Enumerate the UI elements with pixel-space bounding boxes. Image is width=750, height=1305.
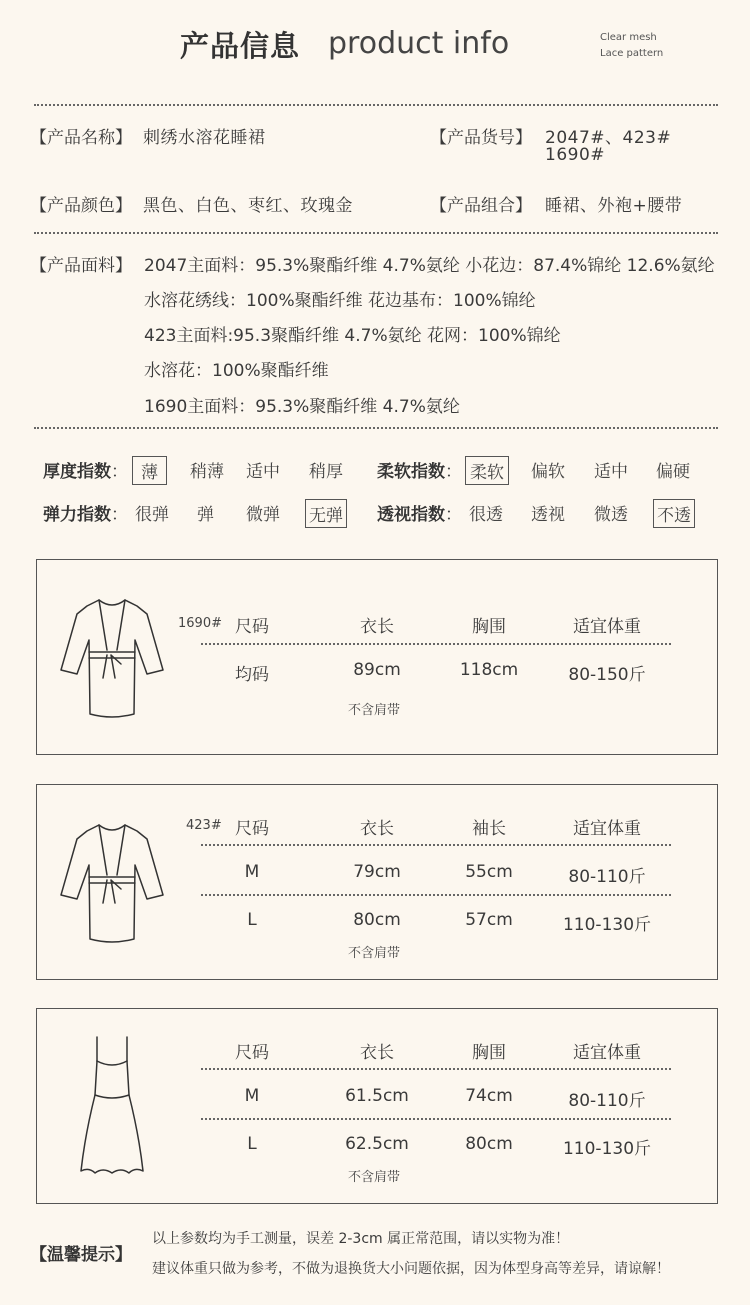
- header-weight: 适宜体重: [573, 617, 641, 637]
- model-number: 423#: [186, 818, 222, 833]
- header-size: 尺码: [235, 617, 269, 637]
- transparency-option-selected: 不透: [653, 499, 695, 528]
- cell-length: 80cm: [353, 910, 401, 930]
- product-name-value: 刺绣水溶花睡裙: [143, 128, 266, 148]
- product-color-value: 黑色、白色、枣红、玫瑰金: [143, 196, 353, 216]
- product-sku-label: 【产品货号】: [430, 128, 532, 148]
- thickness-index-label: 厚度指数：: [43, 462, 128, 482]
- cell-size: M: [244, 862, 260, 882]
- fabric-line: 1690主面料：95.3%聚酯纤维 4.7%氨纶: [144, 397, 460, 417]
- table-note: 不含肩带: [348, 946, 401, 961]
- product-combo-label: 【产品组合】: [430, 196, 532, 216]
- softness-option: 偏软: [531, 462, 565, 482]
- cell-chest: 118cm: [459, 660, 519, 680]
- header-chest: 胸围: [472, 617, 506, 637]
- product-color-label: 【产品颜色】: [30, 196, 132, 216]
- thickness-option: 稍厚: [309, 462, 343, 482]
- divider: [34, 232, 718, 234]
- elasticity-index-label: 弹力指数：: [43, 505, 128, 525]
- product-sku-value: 2047#、423#: [545, 128, 672, 148]
- thickness-option-selected: 薄: [132, 456, 167, 485]
- cell-weight: 110-130斤: [562, 915, 652, 935]
- table-divider: [201, 643, 671, 645]
- page-title: 产品信息: [180, 29, 301, 63]
- table-divider: [201, 844, 671, 846]
- elasticity-option: 微弹: [246, 505, 280, 525]
- cell-sleeve: 57cm: [465, 910, 513, 930]
- elasticity-option: 很弹: [135, 505, 169, 525]
- cell-length: 89cm: [353, 660, 401, 680]
- header-weight: 适宜体重: [573, 1043, 641, 1063]
- header-length: 衣长: [360, 819, 394, 839]
- table-divider: [201, 894, 671, 896]
- header-sleeve: 袖长: [472, 819, 506, 839]
- fabric-line: 水溶花绣线：100%聚酯纤维 花边基布：100%锦纶: [144, 291, 536, 311]
- transparency-option: 很透: [469, 505, 503, 525]
- cell-length: 62.5cm: [345, 1134, 409, 1154]
- size-table-1690: [36, 559, 718, 755]
- cell-weight: 110-130斤: [562, 1139, 652, 1159]
- header-size: 尺码: [235, 1043, 269, 1063]
- cell-size: M: [244, 1086, 260, 1106]
- subtitle-lace-pattern: Lace pattern: [600, 48, 664, 59]
- transparency-option: 透视: [531, 505, 565, 525]
- transparency-option: 微透: [594, 505, 628, 525]
- divider: [34, 427, 718, 429]
- header-chest: 胸围: [472, 1043, 506, 1063]
- cell-sleeve: 55cm: [465, 862, 513, 882]
- thickness-option: 适中: [246, 462, 280, 482]
- robe-icon: [59, 594, 165, 722]
- cell-size: 均码: [235, 665, 269, 685]
- softness-option: 偏硬: [656, 462, 690, 482]
- product-sku-value-2: 1690#: [545, 145, 606, 165]
- cell-weight: 80-150斤: [568, 665, 646, 685]
- cell-chest: 74cm: [465, 1086, 513, 1106]
- tips-label: 【温馨提示】: [30, 1245, 132, 1265]
- product-fabric-label: 【产品面料】: [30, 256, 132, 276]
- cell-weight: 80-110斤: [568, 1091, 646, 1111]
- transparency-index-label: 透视指数：: [377, 505, 462, 525]
- elasticity-option-selected: 无弹: [305, 499, 347, 528]
- size-table-423: [36, 784, 718, 980]
- softness-index-label: 柔软指数：: [377, 462, 462, 482]
- divider: [34, 104, 718, 106]
- cell-length: 61.5cm: [345, 1086, 409, 1106]
- header-length: 衣长: [360, 1043, 394, 1063]
- table-note: 不含肩带: [348, 703, 401, 718]
- subtitle-clear-mesh: Clear mesh: [600, 32, 657, 43]
- slip-dress-icon: [77, 1035, 147, 1179]
- softness-option-selected: 柔软: [465, 456, 509, 485]
- fabric-line: 423主面料:95.3聚酯纤维 4.7%氨纶 花网：100%锦纶: [144, 326, 561, 346]
- robe-icon: [59, 819, 165, 947]
- fabric-line: 2047主面料：95.3%聚酯纤维 4.7%氨纶 小花边：87.4%锦纶 12.6%氨纶: [144, 256, 715, 276]
- thickness-option: 稍薄: [190, 462, 224, 482]
- cell-size: L: [247, 1134, 257, 1154]
- product-name-label: 【产品名称】: [30, 128, 132, 148]
- cell-chest: 80cm: [465, 1134, 513, 1154]
- tips-line: 以上参数均为手工测量，误差 2-3cm 属正常范围，请以实物为准！: [152, 1231, 570, 1247]
- table-divider: [201, 1118, 671, 1120]
- header-size: 尺码: [235, 819, 269, 839]
- table-note: 不含肩带: [348, 1170, 401, 1185]
- product-combo-value: 睡裙、外袍+腰带: [545, 196, 683, 216]
- softness-option: 适中: [594, 462, 628, 482]
- cell-size: L: [247, 910, 257, 930]
- table-divider: [201, 1068, 671, 1070]
- page-title-en: product info: [328, 26, 510, 61]
- tips-line: 建议体重只做为参考，不做为退换货大小问题依据，因为体型身高等差异，请谅解！: [152, 1261, 670, 1277]
- header-weight: 适宜体重: [573, 819, 641, 839]
- cell-weight: 80-110斤: [568, 867, 646, 887]
- header-length: 衣长: [360, 617, 394, 637]
- elasticity-option: 弹: [197, 505, 214, 525]
- cell-length: 79cm: [353, 862, 401, 882]
- model-number: 1690#: [178, 616, 222, 631]
- size-table-slip: [36, 1008, 718, 1204]
- fabric-line: 水溶花：100%聚酯纤维: [144, 361, 329, 381]
